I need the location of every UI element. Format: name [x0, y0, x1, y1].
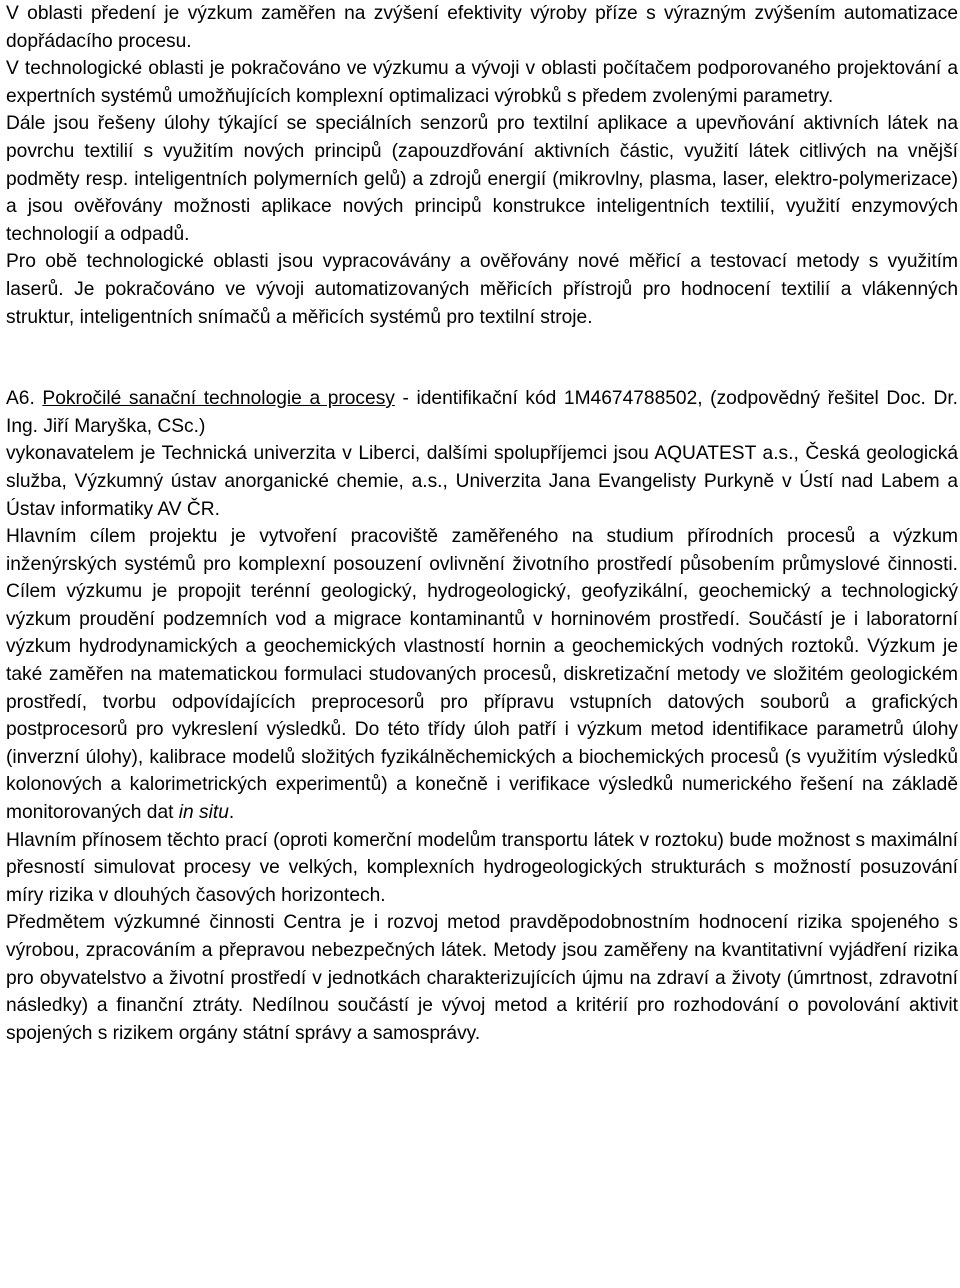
project-heading [6, 385, 958, 440]
paragraph-spinning: V oblasti předení je výzkum zaměřen na zvýšení efektivity výroby příze s výrazným zvýšením automatizace dopřádacího procesu. [6, 3, 958, 52]
document-page [6, 0, 958, 1047]
goal-text: Hlavním cílem projektu je vytvoření pracoviště zaměřeného na studium přírodních procesů a výzkum inženýrských systémů pro komplexní posouzení ovlivnění životního prostředí působením průmyslové činnosti. Cílem výzkumu je propojit terénní geologický, hydrogeologický, geofyzikální, geochemický a technologický výzkum proudění podzemních vod a migrace kontaminantů v horninovém prostředí. Součástí je i laboratorní výzkum hydrodynamických a geochemických vlastností hornin a geochemických vodných roztoků. Výzkum je také zaměřen na matematickou formulaci studovaných procesů, diskretizační metody ve složitém geologickém prostředí, tvorbu odpovídajících preprocesorů pro přípravu vstupních datových souborů a grafických postprocesorů pro vykreslení výsledků. Do této třídy úloh patří i výzkum metod identifikace parametrů úlohy (inverzní úlohy), kalibrace modelů složitých fyzikálněchemických a biochemických procesů (s využitím výsledků kolonových a kalorimetrických experimentů) a konečně i verifikace výsledků numerického řešení na základě monitorovaných dat [6, 526, 958, 824]
section-gap [6, 331, 958, 385]
paragraph-benefit: Hlavním přínosem těchto prací (oproti komerční modelům transportu látek v roztoku) bude možnost s maximální přesností simulovat procesy ve velkých, komplexních hydrogeologických strukturách s možností posuzování míry rizika v dlouhých časových horizontech. [6, 829, 958, 906]
paragraph-risk-assessment: Předmětem výzkumné činnosti Centra je i rozvoj metod pravděpodobnostním hodnocení rizika spojeného s výrobou, zpracováním a přepravou nebezpečných látek. Metody jsou zaměřeny na kvantitativní vyjádření rizika pro obyvatelstvo a životní prostředí v jednotkách charakterizujících újmu na zdraví a životy (úmrtnost, zdravotní následky) a finanční ztráty. Nedílnou součástí je vývoj metod a kritérií pro rozhodování o povolování aktivit spojených s rizikem orgány státní správy a samosprávy. [6, 912, 958, 1044]
project-identification: - identifikační kód 1M4674788502, (zodpovědný řešitel Doc. Dr. Ing. Jiří Maryška, CSc.) [6, 388, 958, 437]
paragraph-measuring-methods: Pro obě technologické oblasti jsou vypracovávány a ověřovány nové měřicí a testovací metody s využitím laserů. Je pokračováno ve vývoji automatizovaných měřicích přístrojů pro hodnocení textilií a vlákenných struktur, inteligentních snímačů a měřicích systémů pro textilní stroje. [6, 251, 958, 328]
goal-end: . [228, 802, 235, 824]
paragraph-sensors: Dále jsou řešeny úlohy týkající se speciálních senzorů pro textilní aplikace a upevňování aktivních látek na povrchu textilií s využitím nových principů (zapouzdřování aktivních částic, využití látek citlivých na vnější podměty resp. inteligentních polymerních gelů) a zdrojů energií (mikrovlny, plasma, laser, elektro-polymerizace) a jsou ověřovány možnosti aplikace nových principů konstrukce inteligentních textilií, využití enzymových technologií a odpadů. [6, 113, 958, 245]
paragraph-technology: V technologické oblasti je pokračováno ve výzkumu a vývoji v oblasti počítačem podporovaného projektování a expertních systémů umožňujících komplexní optimalizaci výrobků s předem zvolenými parametry. [6, 58, 958, 107]
project-title: Pokročilé sanační technologie a procesy [42, 388, 395, 410]
project-code: A6. [6, 388, 35, 410]
goal-italic-in-situ: in situ [178, 802, 229, 824]
project-executor: vykonavatelem je Technická univerzita v Liberci, dalšími spolupříjemci jsou AQUATEST a.s., Česká geologická služba, Výzkumný ústav anorganické chemie, a.s., Univerzita Jana Evangelisty Purkyně v Ústí nad Labem a Ústav informatiky AV ČR. [6, 443, 958, 520]
paragraph-main-goal [6, 523, 958, 827]
